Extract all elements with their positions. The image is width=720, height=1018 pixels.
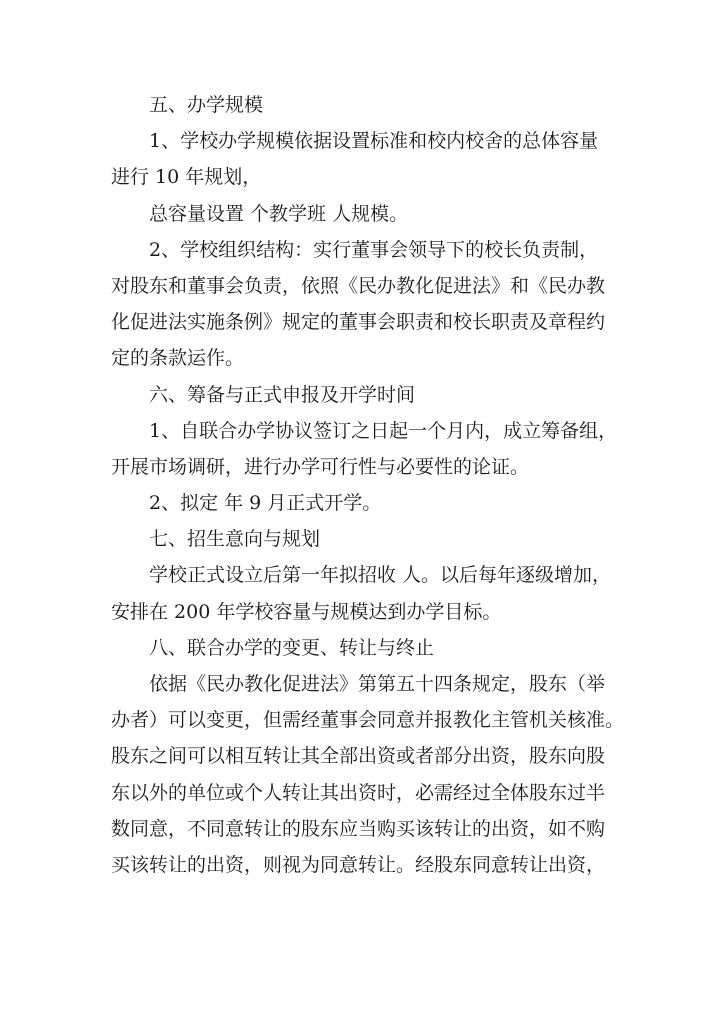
paragraph-line: 进行 10 年规划， (111, 166, 262, 189)
paragraph-line: 买该转让的出资，则视为同意转让。经股东同意转让出资， (111, 853, 606, 876)
paragraph-line: 对股东和董事会负责，依照《民办教化促进法》和《民办教 (111, 274, 606, 297)
section-heading-enrollment: 七、招生意向与规划 (149, 528, 321, 551)
paragraph-line: 2、学校组织结构：实行董事会领导下的校长负责制， (149, 238, 599, 261)
paragraph-line: 2、拟定 年 9 月正式开学。 (149, 492, 382, 515)
section-heading-preparation: 六、筹备与正式申报及开学时间 (149, 383, 416, 406)
section-heading-changes: 八、联合办学的变更、转让与终止 (149, 636, 435, 659)
paragraph-line: 开展市场调研，进行办学可行性与必要性的论证。 (111, 455, 530, 478)
paragraph-line: 依据《民办教化促进法》第第五十四条规定，股东（举 (149, 673, 606, 695)
paragraph-line: 安排在 200 年学校容量与规模达到办学目标。 (111, 600, 502, 623)
paragraph-line: 定的条款运作。 (111, 347, 245, 370)
document-body (111, 87, 625, 883)
paragraph-line: 股东之间可以相互转让其全部出资或者部分出资，股东向股 (111, 745, 606, 768)
paragraph-line: 1、学校办学规模依据设置标准和校内校舍的总体容量 (149, 130, 599, 153)
paragraph-line: 总容量设置 个教学班 人规模。 (149, 202, 409, 225)
paragraph-line: 化促进法实施条例》规定的董事会职责和校长职责及章程约 (111, 311, 606, 334)
paragraph-line: 学校正式设立后第一年拟招收 人。以后每年逐级增加， (149, 564, 612, 587)
paragraph-line: 办者）可以变更，但需经董事会同意并报教化主管机关核准。 (111, 709, 625, 732)
paragraph-line: 数同意，不同意转让的股东应当购买该转让的出资，如不购 (111, 817, 606, 840)
paragraph-line: 东以外的单位或个人转让其出资时，必需经过全体股东过半 (111, 781, 606, 804)
paragraph-line: 1、自联合办学协议签订之日起一个月内，成立筹备组， (149, 419, 618, 442)
section-heading-scale: 五、办学规模 (149, 94, 264, 116)
